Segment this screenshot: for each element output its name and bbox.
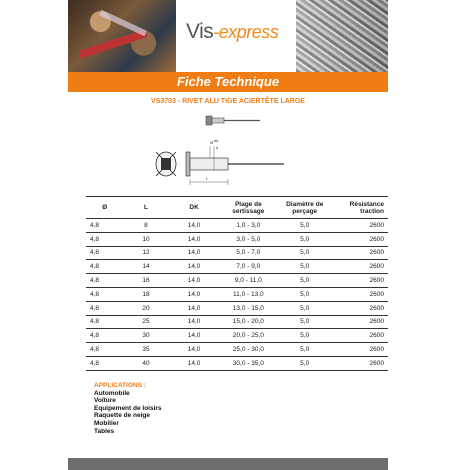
table-cell: 9,0 - 11,0 bbox=[220, 274, 277, 288]
banner bbox=[68, 72, 388, 92]
table-cell: 14,0 bbox=[169, 315, 220, 329]
list-item: Voiture bbox=[94, 397, 116, 405]
table-cell: 8 bbox=[123, 219, 168, 233]
logo-area bbox=[176, 0, 296, 72]
table-cell: 20,0 - 25,0 bbox=[220, 329, 277, 343]
table-cell: 5,0 bbox=[277, 232, 332, 246]
table-cell: 5,0 bbox=[277, 274, 332, 288]
table-cell: 4,8 bbox=[86, 301, 123, 315]
table-row bbox=[86, 315, 388, 329]
applications-list bbox=[94, 390, 162, 436]
table-cell: 1,0 - 3,0 bbox=[220, 219, 277, 233]
list-item: Tables bbox=[94, 427, 115, 435]
label-diameter: Ø bbox=[210, 140, 214, 145]
table-cell: 4,8 bbox=[86, 356, 123, 370]
photo-detail bbox=[78, 29, 147, 58]
col-grip-range: Plage de sertissage bbox=[220, 197, 277, 219]
table-body bbox=[86, 219, 388, 371]
table-row bbox=[86, 329, 388, 343]
list-item: Raquette de neige bbox=[94, 412, 150, 420]
photo-shade bbox=[296, 0, 388, 72]
col-tensile-strength: Résistance traction bbox=[332, 197, 388, 219]
table-cell: 14 bbox=[123, 260, 168, 274]
table-cell: 5,0 bbox=[277, 287, 332, 301]
table-cell: 2600 bbox=[332, 260, 388, 274]
table-cell: 14,0 bbox=[169, 356, 220, 370]
table-row bbox=[86, 301, 388, 315]
header bbox=[68, 0, 388, 72]
table-cell: 2600 bbox=[332, 219, 388, 233]
spec-table bbox=[86, 196, 388, 371]
table-cell: 2600 bbox=[332, 356, 388, 370]
table-row bbox=[86, 260, 388, 274]
table-cell: 4,8 bbox=[86, 287, 123, 301]
table-header-row bbox=[86, 197, 388, 219]
table-cell: 2600 bbox=[332, 301, 388, 315]
label-dk: dk bbox=[214, 138, 219, 143]
table-cell: 12 bbox=[123, 246, 168, 260]
table-cell: 20 bbox=[123, 301, 168, 315]
label-l: L bbox=[206, 176, 209, 181]
table-cell: 5,0 bbox=[277, 356, 332, 370]
table-row bbox=[86, 287, 388, 301]
table-cell: 15,0 - 20,0 bbox=[220, 315, 277, 329]
table-cell: 16 bbox=[123, 274, 168, 288]
table-cell: 14,0 bbox=[169, 343, 220, 357]
table-cell: 14,0 bbox=[169, 260, 220, 274]
table-cell: 14,0 bbox=[169, 287, 220, 301]
table-cell: 25,0 - 30,0 bbox=[220, 343, 277, 357]
table-cell: 2600 bbox=[332, 287, 388, 301]
header-photo-workshop bbox=[68, 0, 176, 72]
rivet-small-view bbox=[206, 116, 260, 125]
table-cell: 4,8 bbox=[86, 219, 123, 233]
table-cell: 5,0 bbox=[277, 343, 332, 357]
table-cell: 5,0 bbox=[277, 246, 332, 260]
table-cell: 5,0 bbox=[277, 315, 332, 329]
table-cell: 13,0 - 15,0 bbox=[220, 301, 277, 315]
table-cell: 7,0 - 9,0 bbox=[220, 260, 277, 274]
table-cell: 2600 bbox=[332, 246, 388, 260]
table-cell: 4,8 bbox=[86, 260, 123, 274]
table-cell: 4,8 bbox=[86, 329, 123, 343]
col-drill-diameter: Diamètre de perçage bbox=[277, 197, 332, 219]
footer-bar bbox=[68, 458, 388, 470]
technical-sheet bbox=[68, 0, 388, 470]
list-item: Equipement de loisirs bbox=[94, 404, 162, 412]
list-item: Mobilier bbox=[94, 419, 119, 427]
applications-title: APPLICATIONS : bbox=[94, 382, 146, 389]
table-row bbox=[86, 356, 388, 370]
table-cell: 25 bbox=[123, 315, 168, 329]
table-cell: 2600 bbox=[332, 232, 388, 246]
table-cell: 14,0 bbox=[169, 274, 220, 288]
table-row bbox=[86, 343, 388, 357]
product-title: VS3703 - RIVET ALU TIGE ACIERTÊTE LARGE bbox=[151, 98, 305, 105]
table-cell: 14,0 bbox=[169, 301, 220, 315]
col-diameter: Ø bbox=[86, 197, 123, 219]
table-row bbox=[86, 219, 388, 233]
table-cell: 4,8 bbox=[86, 232, 123, 246]
table-cell: 2600 bbox=[332, 329, 388, 343]
brand-logo bbox=[186, 20, 278, 44]
rivet-side-view bbox=[186, 146, 284, 185]
header-photo-screws bbox=[296, 0, 388, 72]
photo-detail bbox=[99, 10, 147, 37]
table-cell: 14,0 bbox=[169, 329, 220, 343]
table-cell: 18 bbox=[123, 287, 168, 301]
table-cell: 11,0 - 13,0 bbox=[220, 287, 277, 301]
table-cell: 30,0 - 35,0 bbox=[220, 356, 277, 370]
table-cell: 5,0 - 7,0 bbox=[220, 246, 277, 260]
rivet-head-view bbox=[156, 152, 176, 176]
table-cell: 5,0 bbox=[277, 329, 332, 343]
label-d: d bbox=[216, 145, 219, 150]
table-cell: 5,0 bbox=[277, 301, 332, 315]
table-row bbox=[86, 274, 388, 288]
col-dk: DK bbox=[169, 197, 220, 219]
table-cell: 5,0 bbox=[277, 219, 332, 233]
col-length: L bbox=[123, 197, 168, 219]
table-row bbox=[86, 246, 388, 260]
table-cell: 5,0 bbox=[277, 260, 332, 274]
table-cell: 10 bbox=[123, 232, 168, 246]
brand-name: Vis bbox=[186, 20, 214, 43]
table-row bbox=[86, 232, 388, 246]
table-cell: 2600 bbox=[332, 274, 388, 288]
table-cell: 14,0 bbox=[169, 246, 220, 260]
table-cell: 35 bbox=[123, 343, 168, 357]
table-cell: 4,8 bbox=[86, 246, 123, 260]
table-cell: 4,8 bbox=[86, 343, 123, 357]
table-cell: 2600 bbox=[332, 343, 388, 357]
banner-title: Fiche Technique bbox=[176, 74, 280, 89]
rivet-technical-drawing bbox=[148, 112, 308, 190]
table-cell: 14,0 bbox=[169, 219, 220, 233]
table-cell: 3,0 - 5,0 bbox=[220, 232, 277, 246]
applications-section bbox=[94, 382, 162, 435]
table-cell: 2600 bbox=[332, 315, 388, 329]
table-cell: 14,0 bbox=[169, 232, 220, 246]
list-item: Automobile bbox=[94, 389, 130, 397]
brand-accent: -express bbox=[213, 22, 279, 42]
table-cell: 4,8 bbox=[86, 274, 123, 288]
table-cell: 30 bbox=[123, 329, 168, 343]
table-cell: 40 bbox=[123, 356, 168, 370]
table-cell: 4,8 bbox=[86, 315, 123, 329]
